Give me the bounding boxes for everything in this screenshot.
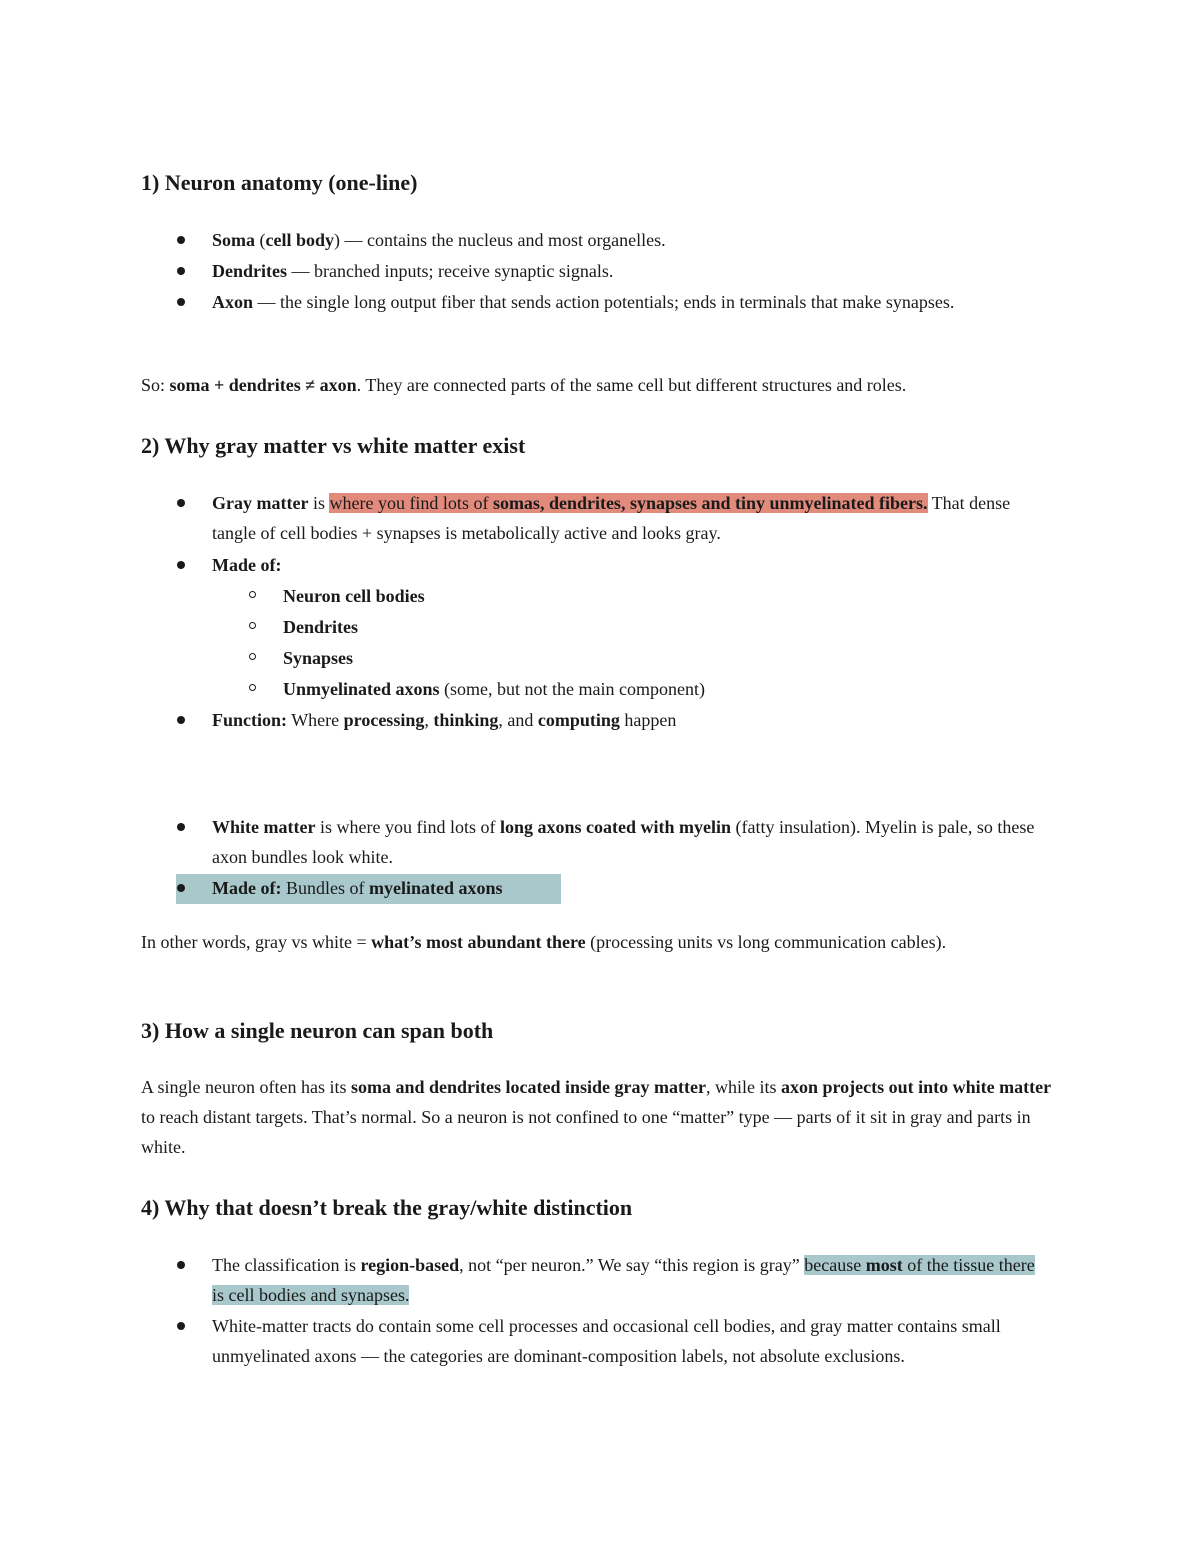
list-item-tracts: White-matter tracts do contain some cell processes and occasional cell bodies, and gray matter contains small unmyelinated axons — the categories are dominant-composition labels, not absolute exclusions. xyxy=(212,1311,1042,1371)
list-item-white-made-of: Made of: Bundles of myelinated axons xyxy=(212,873,503,903)
circle-bullet-icon xyxy=(249,591,256,598)
circle-bullet-icon xyxy=(249,622,256,629)
bullet-icon xyxy=(177,236,185,244)
bullet-icon xyxy=(177,298,185,306)
bullet-icon xyxy=(177,499,185,507)
sublist-item-synapses: Synapses xyxy=(283,643,353,673)
list-item-gray-matter: Gray matter is where you find lots of somas, dendrites, synapses and tiny unmyelinated fibers. That dense tangle of cell bodies + synapses is metabolically active and looks gray. xyxy=(212,488,1027,548)
list-item-dendrites: Dendrites — branched inputs; receive synaptic signals. xyxy=(212,256,1012,286)
sublist-item-dendrites: Dendrites xyxy=(283,612,358,642)
section-2-heading: 2) Why gray matter vs white matter exist xyxy=(141,433,526,458)
section-4-heading: 4) Why that doesn’t break the gray/white distinction xyxy=(141,1195,633,1220)
list-item-white-matter: White matter is where you find lots of long axons coated with myelin (fatty insulation). Myelin is pale, so these axon bundles look white. xyxy=(212,812,1057,872)
bullet-icon xyxy=(177,267,185,275)
sublist-item-cell-bodies: Neuron cell bodies xyxy=(283,581,425,611)
section-3-heading: 3) How a single neuron can span both xyxy=(141,1018,494,1043)
bullet-icon xyxy=(177,561,185,569)
list-item-axon: Axon — the single long output fiber that sends action potentials; ends in terminals that make synapses. xyxy=(212,287,1032,317)
list-item-region-based: The classification is region-based, not “per neuron.” We say “this region is gray” because most of the tissue there is cell bodies and synapses. xyxy=(212,1250,1047,1310)
bullet-icon xyxy=(177,823,185,831)
list-item-soma: Soma (cell body) — contains the nucleus and most organelles. xyxy=(212,225,1012,255)
circle-bullet-icon xyxy=(249,653,256,660)
bullet-icon xyxy=(177,1261,185,1269)
bullet-icon xyxy=(177,716,185,724)
sublist-item-unmyelinated: Unmyelinated axons (some, but not the main component) xyxy=(283,674,705,704)
bullet-icon xyxy=(177,884,185,892)
circle-bullet-icon xyxy=(249,684,256,691)
list-item-function: Function: Where processing, thinking, and computing happen xyxy=(212,705,676,735)
in-other-words-paragraph: In other words, gray vs white = what’s most abundant there (processing units vs long communication cables). xyxy=(141,932,947,952)
summary-paragraph: So: soma + dendrites ≠ axon. They are connected parts of the same cell but different structures and roles. xyxy=(141,375,907,395)
section-1-heading: 1) Neuron anatomy (one-line) xyxy=(141,170,418,195)
bullet-icon xyxy=(177,1322,185,1330)
section-3-paragraph: A single neuron often has its soma and dendrites located inside gray matter, while its axon projects out into white matter to reach distant targets. That’s normal. So a neuron is not confined to one “matter” type — parts of it sit in gray and parts in white. xyxy=(141,1077,1052,1157)
list-item-made-of: Made of: xyxy=(212,550,281,580)
